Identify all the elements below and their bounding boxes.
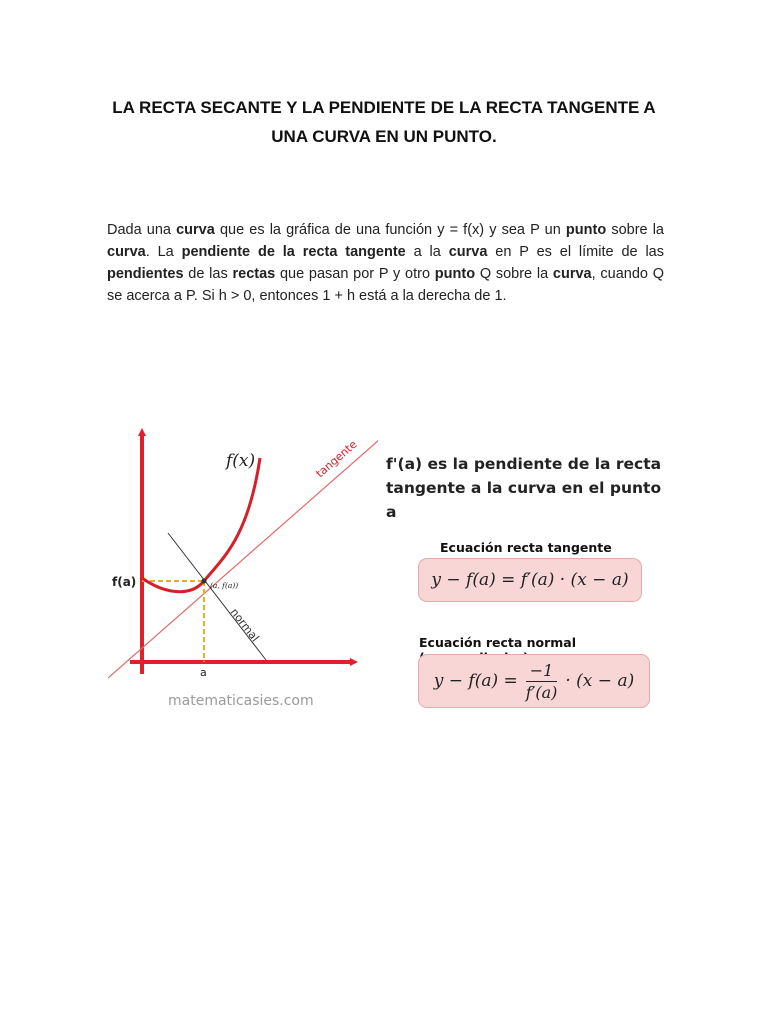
intro-text: Dada una	[107, 222, 177, 238]
intro-bold: curva	[552, 266, 592, 282]
caption-line-1: f'(a) es la pendiente de la recta	[386, 455, 662, 473]
normal-equation-fraction	[522, 661, 562, 702]
tangent-equation-box	[418, 558, 642, 602]
normal-equation-box	[418, 654, 650, 708]
tangent-figure	[108, 418, 668, 718]
intro-text: . La	[145, 244, 182, 260]
title-line-2: UNA CURVA EN UN PUNTO.	[271, 127, 497, 146]
tangent-point	[202, 579, 207, 584]
caption-line-2: tangente a la curva en el punto a	[386, 479, 662, 521]
intro-bold: curva	[107, 244, 146, 260]
fraction-numerator: −1	[526, 661, 558, 682]
watermark: matematicasies.com	[168, 693, 314, 709]
intro-bold: rectas	[232, 266, 276, 282]
normal-label: normal	[227, 605, 262, 645]
intro-text: que es la gráfica de una función y = f(x) y sea P un	[214, 222, 566, 238]
intro-bold: curva	[448, 244, 488, 260]
intro-text: Q sobre la	[475, 266, 553, 282]
figure-caption	[386, 452, 666, 524]
tangent-label: tangente	[313, 437, 360, 481]
intro-text: de las	[183, 266, 233, 282]
normal-equation-left: y − f(a) =	[433, 671, 518, 691]
tangent-equation-label: Ecuación recta tangente	[440, 540, 612, 555]
intro-bold: pendientes	[107, 266, 184, 282]
fa-label: f(a)	[112, 575, 137, 589]
intro-bold: pendiente de la recta tangente	[181, 244, 406, 260]
normal-equation-right: · (x − a)	[565, 671, 635, 691]
intro-text: que pasan por P y otro	[275, 266, 435, 282]
intro-text: en P es el límite de las	[487, 244, 664, 260]
intro-paragraph	[107, 219, 664, 307]
a-label: a	[200, 666, 207, 679]
intro-text: , cuando Q se acerca a P. Si h > 0, entonces 1 + h está a la derecha de 1.	[107, 266, 665, 304]
tangent-equation: y − f(a) = f′(a) · (x − a)	[431, 570, 629, 590]
page-title	[60, 93, 708, 151]
intro-bold: curva	[176, 222, 215, 238]
intro-bold: punto	[565, 222, 607, 238]
graph-svg	[108, 418, 378, 718]
normal-equation-label: Ecuación recta normal	[419, 635, 577, 650]
title-line-1: LA RECTA SECANTE Y LA PENDIENTE DE LA RECTA TANGENTE A	[112, 98, 656, 117]
fx-label: f(x)	[226, 451, 256, 471]
function-curve	[142, 458, 260, 592]
fraction-denominator: f′(a)	[525, 682, 558, 702]
point-label: (a, f(a))	[210, 581, 239, 590]
intro-text: a la	[405, 244, 449, 260]
intro-text: sobre la	[606, 222, 664, 238]
intro-bold: punto	[434, 266, 476, 282]
